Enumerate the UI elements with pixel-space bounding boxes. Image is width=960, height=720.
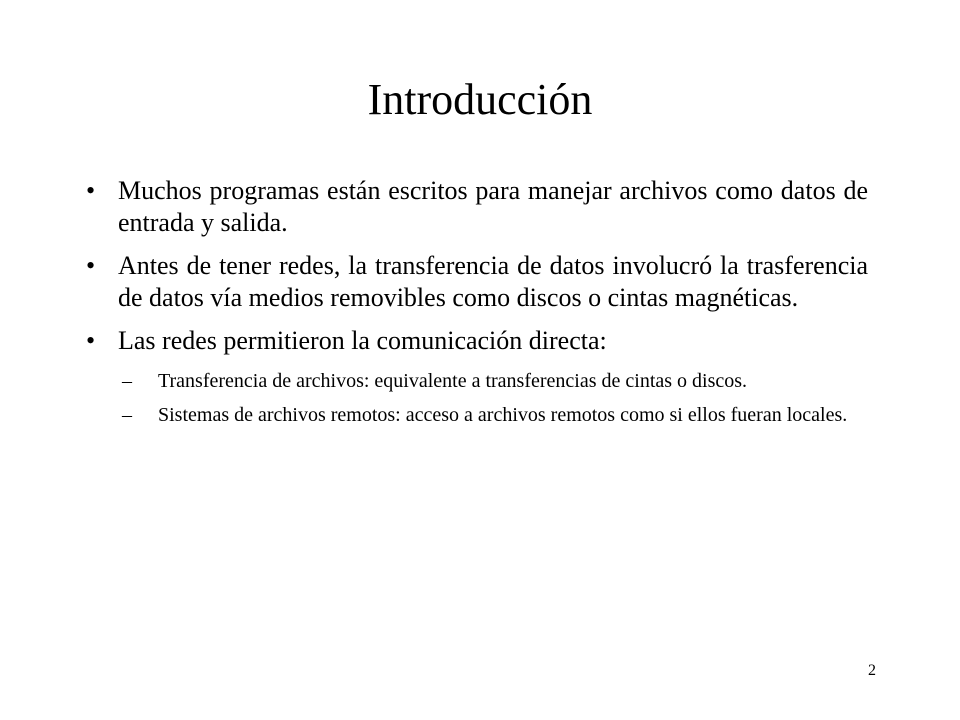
bullet-text: Muchos programas están escritos para manejar archivos como datos de entrada y salida. [118,176,868,237]
sub-bullet-text: Sistemas de archivos remotos: acceso a archivos remotos como si ellos fueran locales. [158,404,848,426]
bullet-marker: • [86,326,96,355]
bullet-item [82,175,868,239]
page-number: 2 [868,662,876,679]
slide-title: Introducción [367,75,593,124]
bullet-item [82,325,868,357]
bullet-marker: • [86,176,96,205]
bullet-marker: • [86,251,96,280]
bullet-item [82,250,868,314]
sub-bullet-marker: – [122,370,132,392]
sub-bullet-marker: – [122,404,132,426]
sub-bullet-item [82,402,868,428]
sub-bullet-text: Transferencia de archivos: equivalente a transferencias de cintas o discos. [158,370,748,392]
bullet-text: Antes de tener redes, la transferencia de datos involucró la trasferencia de datos vía medios removibles como discos o cintas magnéticas. [118,251,868,312]
bullet-text: Las redes permitieron la comunicación directa: [118,326,607,355]
slide-body [82,175,868,436]
sub-bullet-item [82,368,868,394]
